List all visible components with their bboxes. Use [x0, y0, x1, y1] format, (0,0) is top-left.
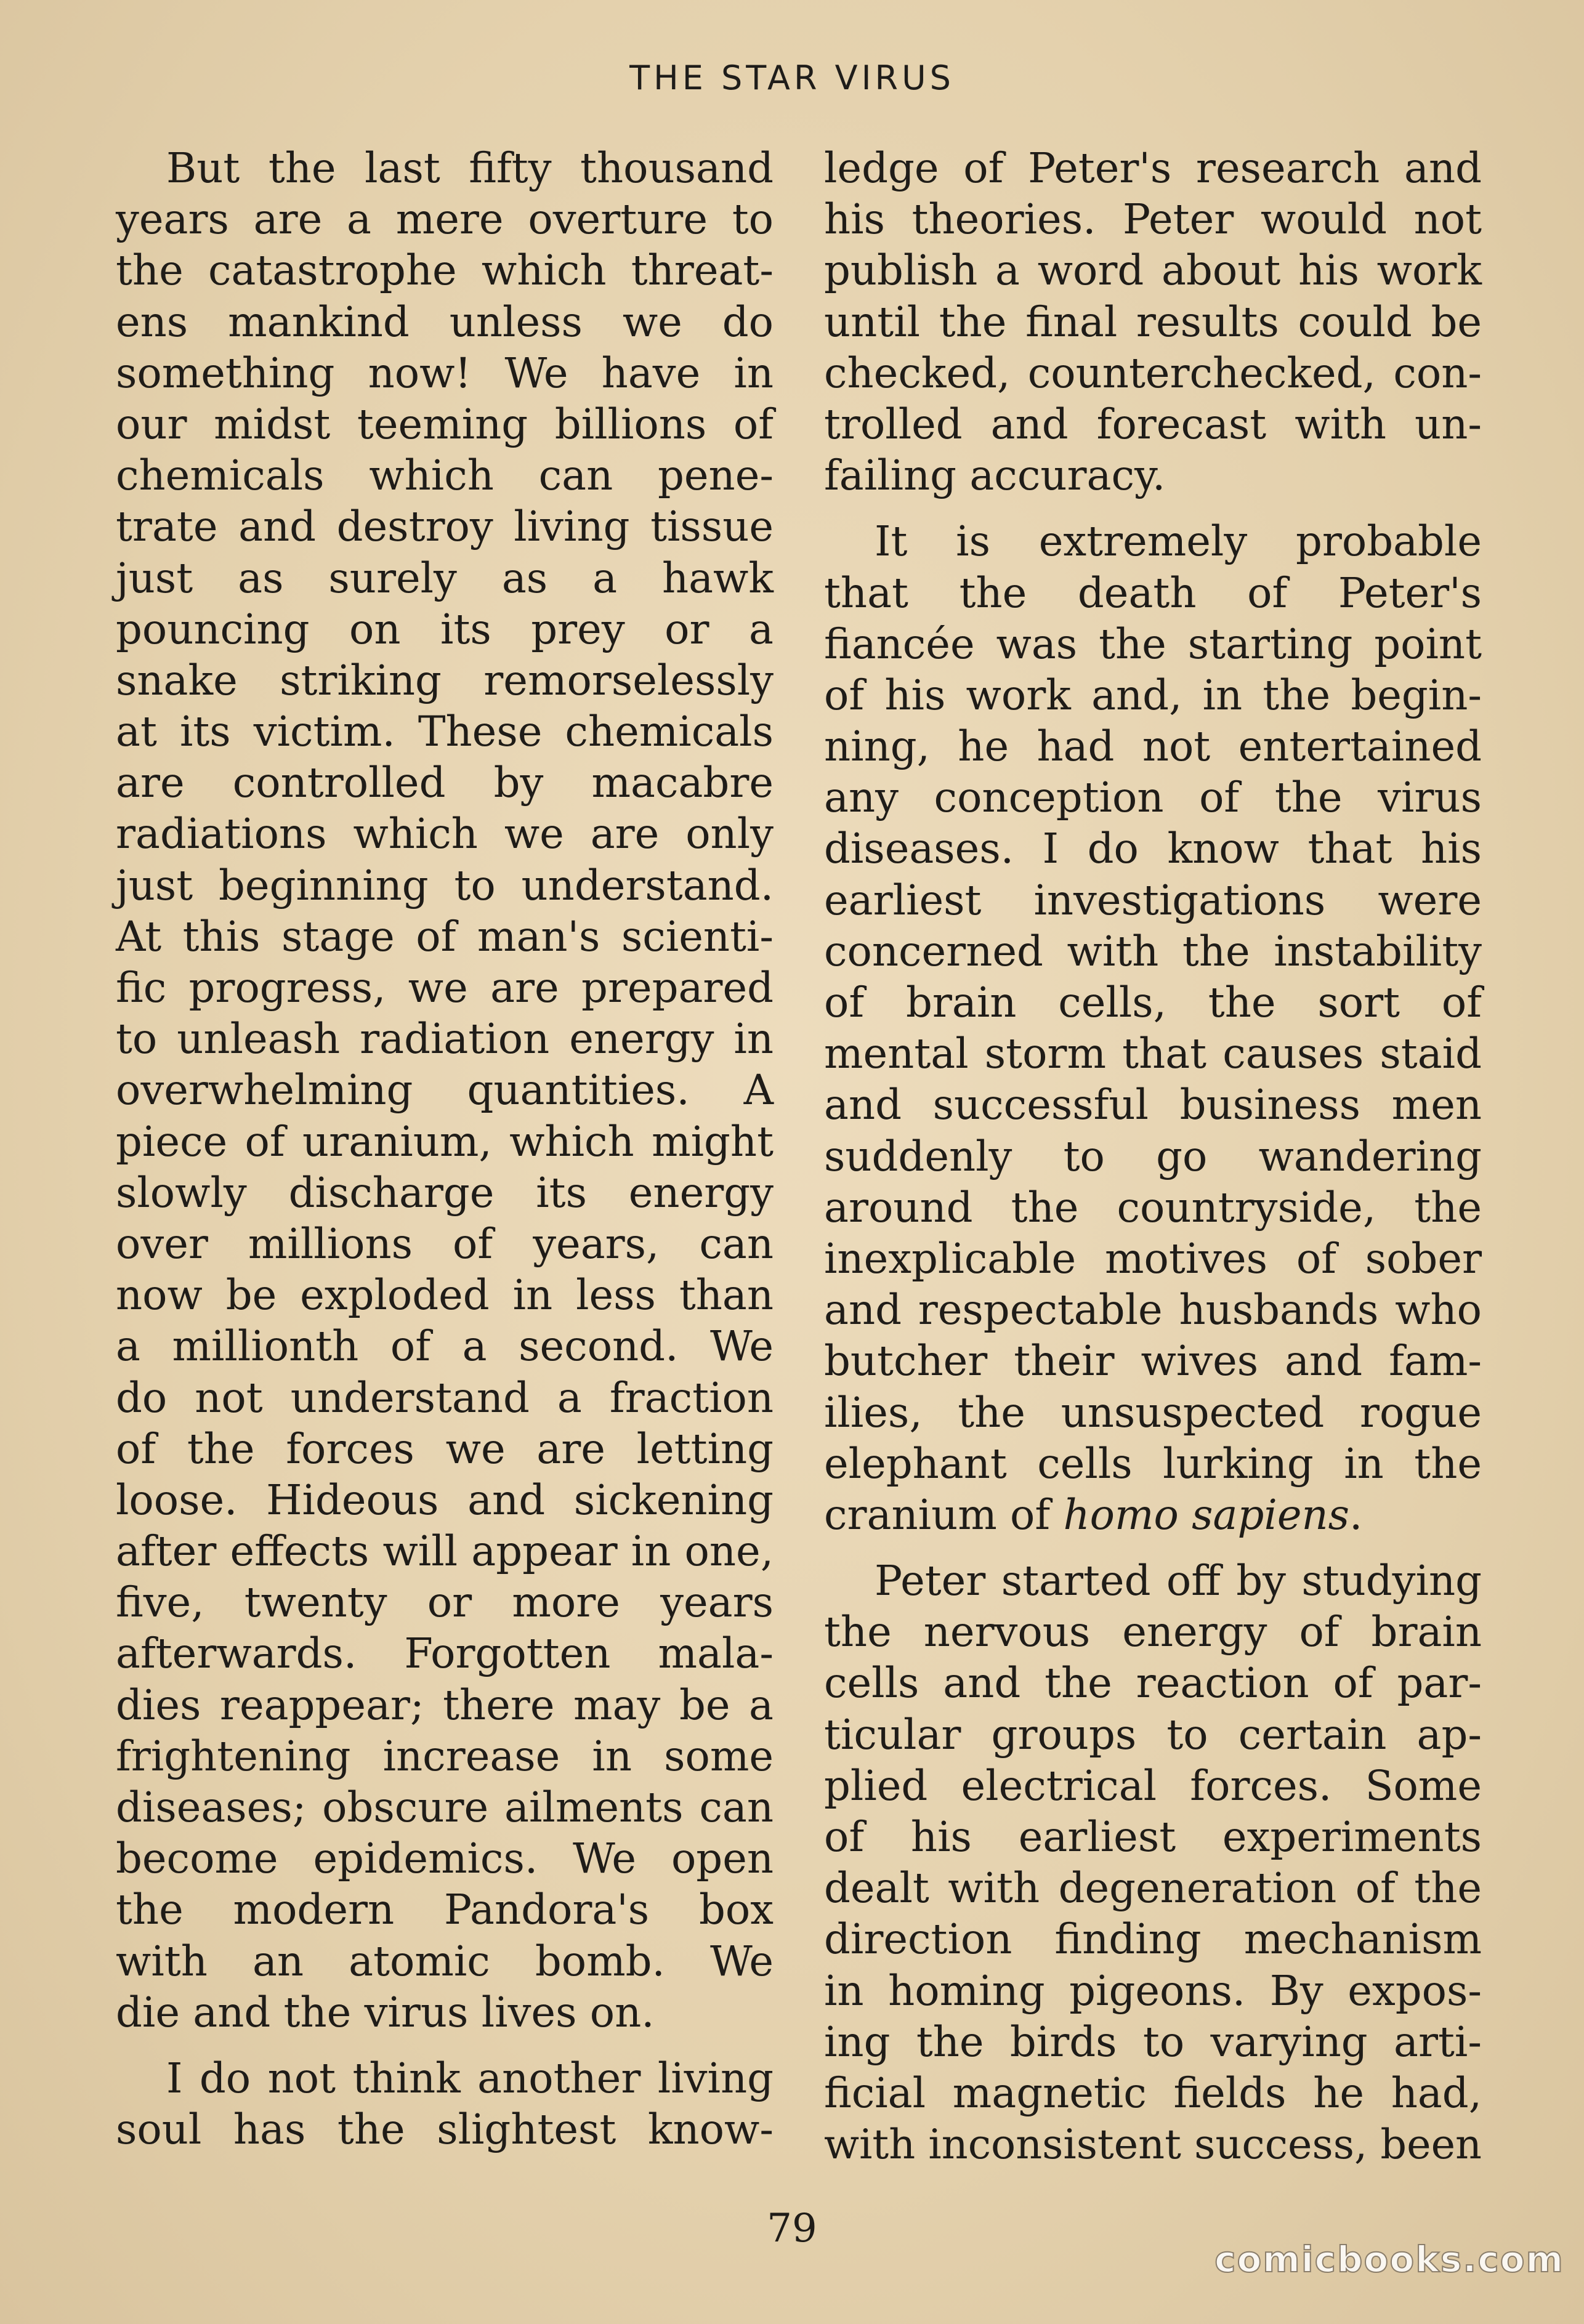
text-line: ticular groups to certain ap- — [824, 1710, 1482, 1759]
text-line: his theories. Peter would not — [824, 195, 1482, 244]
text-line: trate and destroy living tissue — [116, 502, 774, 551]
text-line: radiations which we are only — [116, 810, 774, 858]
text-line: of his work and, in the begin- — [824, 671, 1482, 719]
text-line: the nervous energy of brain — [824, 1608, 1482, 1656]
text-line: ens mankind unless we do — [116, 297, 774, 346]
text-line-end: . — [1349, 1490, 1363, 1539]
left-column — [116, 143, 774, 2155]
text-line: suddenly to go wandering — [824, 1132, 1482, 1180]
text-line: around the countryside, the — [824, 1183, 1482, 1232]
text-line: become epidemics. We open — [116, 1834, 774, 1883]
text-line: afterwards. Forgotten mala- — [116, 1629, 774, 1678]
text-line: do not understand a fraction — [116, 1373, 774, 1422]
text-line: our midst teeming billions of — [116, 400, 774, 448]
text-line: any conception of the virus — [824, 773, 1482, 822]
right-column — [824, 143, 1482, 2170]
text-line: It is extremely probable — [875, 517, 1482, 566]
text-line: of the forces we are letting — [116, 1424, 774, 1473]
text-line: just beginning to understand. — [116, 861, 774, 910]
page-number: 79 — [767, 2206, 817, 2251]
text-line: over millions of years, can — [116, 1219, 774, 1268]
text-line: ficial magnetic fields he had, — [824, 2068, 1482, 2117]
text-line: after effects will appear in one, — [116, 1527, 774, 1576]
text-line: I do not think another living — [166, 2054, 774, 2102]
text-line: diseases; obscure ailments can — [116, 1783, 774, 1831]
text-line: dealt with degeneration of the — [824, 1864, 1482, 1913]
text-line: frightening increase in some — [116, 1732, 774, 1780]
text-line: and respectable husbands who — [824, 1286, 1482, 1334]
paragraph — [116, 143, 774, 2038]
text-line: But the last fifty thousand — [166, 144, 774, 192]
watermark: comicbooks.com — [1214, 2238, 1564, 2280]
text-line: dies reappear; there may be a — [116, 1680, 774, 1729]
text-line: concerned with the instability — [824, 927, 1482, 975]
text-line: At this stage of man's scienti- — [116, 912, 774, 961]
text-line: pouncing on its prey or a — [116, 605, 774, 653]
text-line: something now! We have in — [116, 349, 774, 397]
text-line: ing the birds to varying arti- — [824, 2017, 1482, 2066]
text-line: fiancée was the starting point — [824, 619, 1482, 668]
italic-phrase: homo sapiens — [1063, 1490, 1350, 1539]
paragraph — [824, 1555, 1482, 2170]
text-line: butcher their wives and fam- — [824, 1337, 1482, 1386]
text-line: elephant cells lurking in the — [824, 1439, 1482, 1488]
text-line: with an atomic bomb. We — [116, 1937, 774, 1985]
text-line: ning, he had not entertained — [824, 722, 1482, 771]
text-line: of brain cells, the sort of — [824, 978, 1482, 1027]
paragraph — [824, 143, 1482, 501]
text-line: ledge of Peter's research and — [824, 144, 1482, 192]
text-line: cells and the reaction of par- — [824, 1659, 1482, 1708]
text-line: Peter started off by studying — [875, 1557, 1482, 1605]
text-line: now be exploded in less than — [116, 1271, 774, 1320]
text-line: direction finding mechanism — [824, 1915, 1482, 1964]
text-line: and successful business men — [824, 1081, 1482, 1129]
text-line: are controlled by macabre — [116, 759, 774, 807]
running-title: THE STAR VIRUS — [629, 59, 955, 97]
text-line: fic progress, we are prepared — [116, 964, 774, 1012]
text-line: at its victim. These chemicals — [116, 708, 774, 756]
text-line: trolled and forecast with un- — [824, 400, 1482, 448]
text-line: failing accuracy. — [824, 451, 1166, 500]
text-line: checked, counterchecked, con- — [824, 349, 1482, 397]
text-line: until the final results could be — [824, 297, 1482, 346]
text-line: a millionth of a second. We — [116, 1322, 774, 1371]
text-line: ilies, the unsuspected rogue — [824, 1388, 1482, 1437]
text-line: die and the virus lives on. — [116, 1988, 655, 2036]
text-line-italic-end — [824, 1490, 1482, 1541]
paragraph — [824, 516, 1482, 1541]
text-line: to unleash radiation energy in — [116, 1015, 774, 1063]
text-line: the catastrophe which threat- — [116, 246, 774, 295]
text-line: diseases. I do know that his — [824, 825, 1482, 873]
text-line: slowly discharge its energy — [116, 1168, 774, 1217]
text-line: just as surely as a hawk — [116, 554, 774, 602]
text-line: of his earliest experiments — [824, 1813, 1482, 1861]
text-line: plied electrical forces. Some — [824, 1761, 1482, 1810]
text-line: that the death of Peter's — [824, 568, 1482, 617]
text-line: mental storm that causes staid — [824, 1030, 1482, 1078]
text-line: snake striking remorselessly — [116, 656, 774, 704]
text-line: inexplicable motives of sober — [824, 1234, 1482, 1283]
paragraph — [116, 2053, 774, 2155]
text-line: five, twenty or more years — [116, 1578, 774, 1627]
text-line: soul has the slightest know- — [116, 2105, 774, 2154]
text-line: in homing pigeons. By expos- — [824, 1966, 1482, 2015]
text-line: piece of uranium, which might — [116, 1117, 774, 1166]
text-line-start: cranium of — [824, 1490, 1051, 1539]
text-line: publish a word about his work — [824, 246, 1482, 295]
text-line: overwhelming quantities. A — [116, 1066, 774, 1115]
text-line: chemicals which can pene- — [116, 451, 774, 500]
text-line: loose. Hideous and sickening — [116, 1475, 774, 1524]
text-line: the modern Pandora's box — [116, 1886, 774, 1934]
text-line: earliest investigations were — [824, 876, 1482, 924]
text-line: with inconsistent success, been — [824, 2120, 1482, 2169]
text-line: years are a mere overture to — [116, 195, 774, 244]
